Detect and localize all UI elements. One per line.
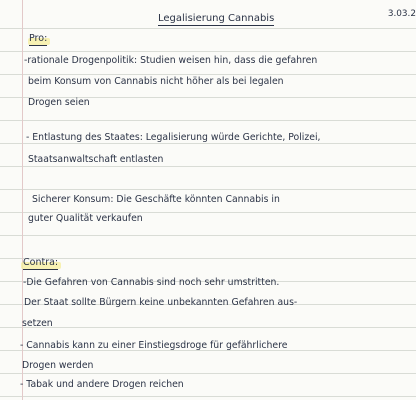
date-label: 3.03.2	[387, 9, 416, 19]
pro-line-7: guter Qualität verkaufen	[28, 213, 143, 224]
contra-line-1: -Die Gefahren von Cannabis sind noch sehr umstritten.	[23, 277, 280, 288]
pro-line-4: - Entlastung des Staates: Legalisierung würde Gerichte, Polizei,	[26, 132, 321, 143]
contra-line-3: setzen	[22, 318, 53, 329]
page-title: Legalisierung Cannabis	[158, 13, 275, 24]
pro-line-6: Sicherer Konsum: Die Geschäfte könnten Cannabis in	[32, 194, 280, 205]
pro-line-2: beim Konsum von Cannabis nicht höher als bei legalen	[28, 76, 284, 87]
contra-line-6: - Tabak und andere Drogen reichen	[20, 379, 184, 390]
pro-heading: Pro:	[29, 33, 48, 44]
contra-heading: Contra:	[23, 257, 59, 268]
pro-line-1: -rationale Drogenpolitik: Studien weisen hin, dass die gefahren	[24, 55, 318, 66]
contra-line-5: Drogen werden	[22, 360, 94, 371]
contra-line-4: - Cannabis kann zu einer Einstiegsdroge für gefährlichere	[20, 340, 288, 351]
pro-line-5: Staatsanwaltschaft entlasten	[28, 154, 164, 165]
pro-line-3: Drogen seien	[28, 97, 90, 108]
contra-line-2: Der Staat sollte Bürgern keine unbekannten Gefahren aus-	[24, 297, 298, 308]
